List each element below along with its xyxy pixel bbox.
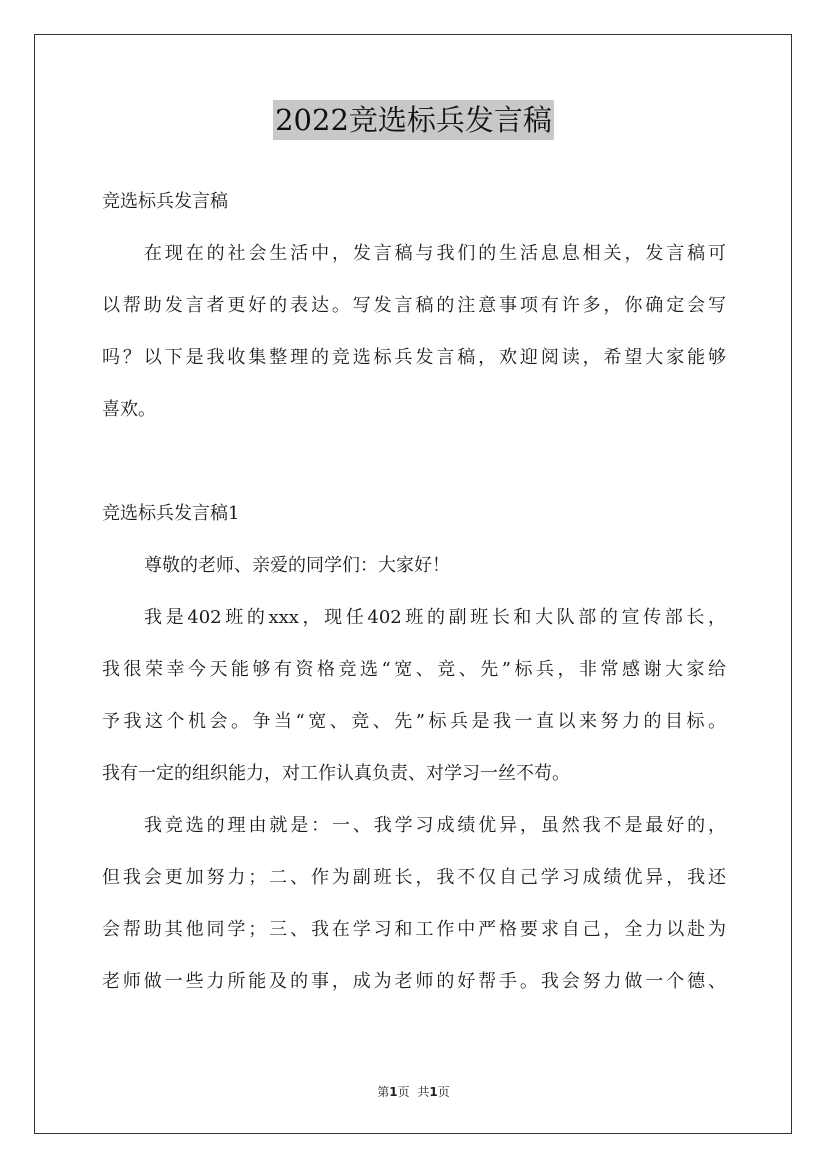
- intro-line-4: 喜欢。: [102, 399, 156, 420]
- intro-line-2: 以帮助发言者更好的表达。写发言稿的注意事项有许多，你确定会写: [102, 295, 726, 316]
- paragraph-gap: [102, 436, 726, 488]
- intro-heading: 竞选标兵发言稿: [102, 191, 228, 212]
- title-container: [0, 100, 827, 140]
- page-total: 1: [429, 1085, 438, 1099]
- page-prefix: 第: [377, 1085, 390, 1099]
- page-footer: [0, 1083, 827, 1100]
- para1-line-3: 予我这个机会。争当“宽、竞、先”标兵是我一直以来努力的目标。: [102, 711, 726, 732]
- intro-line-1: 在现在的社会生活中，发言稿与我们的生活息息相关，发言稿可: [144, 243, 726, 264]
- page-unit: 页: [397, 1085, 410, 1099]
- para1-line-4: 我有一定的组织能力，对工作认真负责、对学习一丝不苟。: [102, 763, 570, 784]
- page-current: 1: [389, 1085, 398, 1099]
- document-body: [102, 176, 726, 1008]
- total-prefix: 共: [417, 1085, 430, 1099]
- para2-line-3: 会帮助其他同学；三、我在学习和工作中严格要求自己，全力以赴为: [102, 919, 726, 940]
- intro-line-3: 吗？以下是我收集整理的竞选标兵发言稿，欢迎阅读，希望大家能够: [102, 347, 726, 368]
- document-title: 2022竞选标兵发言稿: [273, 100, 554, 140]
- salutation: 尊敬的老师、亲爱的同学们：大家好！: [144, 555, 450, 576]
- para2-line-1: 我竞选的理由就是：一、我学习成绩优异，虽然我不是最好的，: [144, 815, 726, 836]
- section1-heading: 竞选标兵发言稿1: [102, 503, 240, 524]
- para2-line-4: 老师做一些力所能及的事，成为老师的好帮手。我会努力做一个德、: [102, 971, 726, 992]
- para2-line-2: 但我会更加努力；二、作为副班长，我不仅自己学习成绩优异，我还: [102, 867, 726, 888]
- para1-line-2: 我很荣幸今天能够有资格竞选“宽、竞、先”标兵，非常感谢大家给: [102, 659, 726, 680]
- para1-line-1: 我是402班的xxx，现任402班的副班长和大队部的宣传部长，: [144, 607, 726, 628]
- total-unit: 页: [437, 1085, 450, 1099]
